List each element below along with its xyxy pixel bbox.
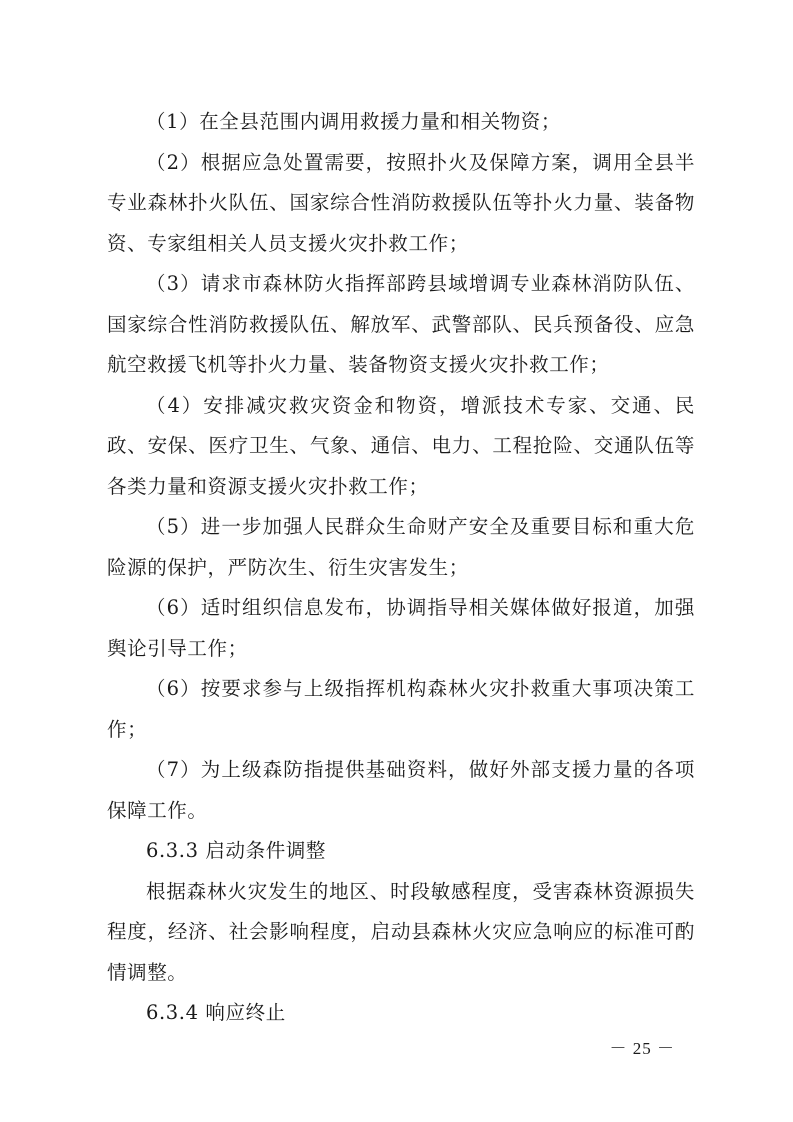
list-item-6b: （6）按要求参与上级指挥机构森林火灾扑救重大事项决策工作；	[107, 677, 695, 741]
list-item-2: （2）根据应急处置需要，按照扑火及保障方案，调用全县半专业森林扑火队伍、国家综合性消防救援队伍等扑火力量、装备物资、专家组相关人员支援火灾扑救工作；	[107, 150, 695, 255]
list-item-6: （6）适时组织信息发布，协调指导相关媒体做好报道，加强舆论引导工作；	[107, 596, 695, 660]
list-item-1: （1）在全县范围内调用救援力量和相关物资；	[146, 110, 562, 133]
section-body-633: 根据森林火灾发生的地区、时段敏感程度，受害森林资源损失程度，经济、社会影响程度，启动县森林火灾应急响应的标准可酌情调整。	[107, 879, 695, 984]
list-item-3: （3）请求市森林防火指挥部跨县域增调专业森林消防队伍、国家综合性消防救援队伍、解放军、武警部队、民兵预备役、应急航空救援飞机等扑火力量、装备物资支援火灾扑救工作；	[107, 272, 695, 376]
list-item-4: （4）安排减灾救灾资金和物资，增派技术专家、交通、民政、安保、医疗卫生、气象、通信、电力、工程抢险、交通队伍等各类力量和资源支援火灾扑救工作；	[107, 393, 695, 498]
section-heading-633: 6.3.3 启动条件调整	[146, 839, 327, 862]
list-item-5: （5）进一步加强人民群众生命财产安全及重要目标和重大危险源的保护，严防次生、衍生灾害发生；	[107, 515, 695, 579]
section-heading-634: 6.3.4 响应终止	[146, 1001, 286, 1024]
page-number: － 25 －	[609, 1039, 675, 1058]
page-content	[107, 102, 695, 1034]
list-item-7: （7）为上级森防指提供基础资料，做好外部支援力量的各项保障工作。	[107, 758, 695, 822]
